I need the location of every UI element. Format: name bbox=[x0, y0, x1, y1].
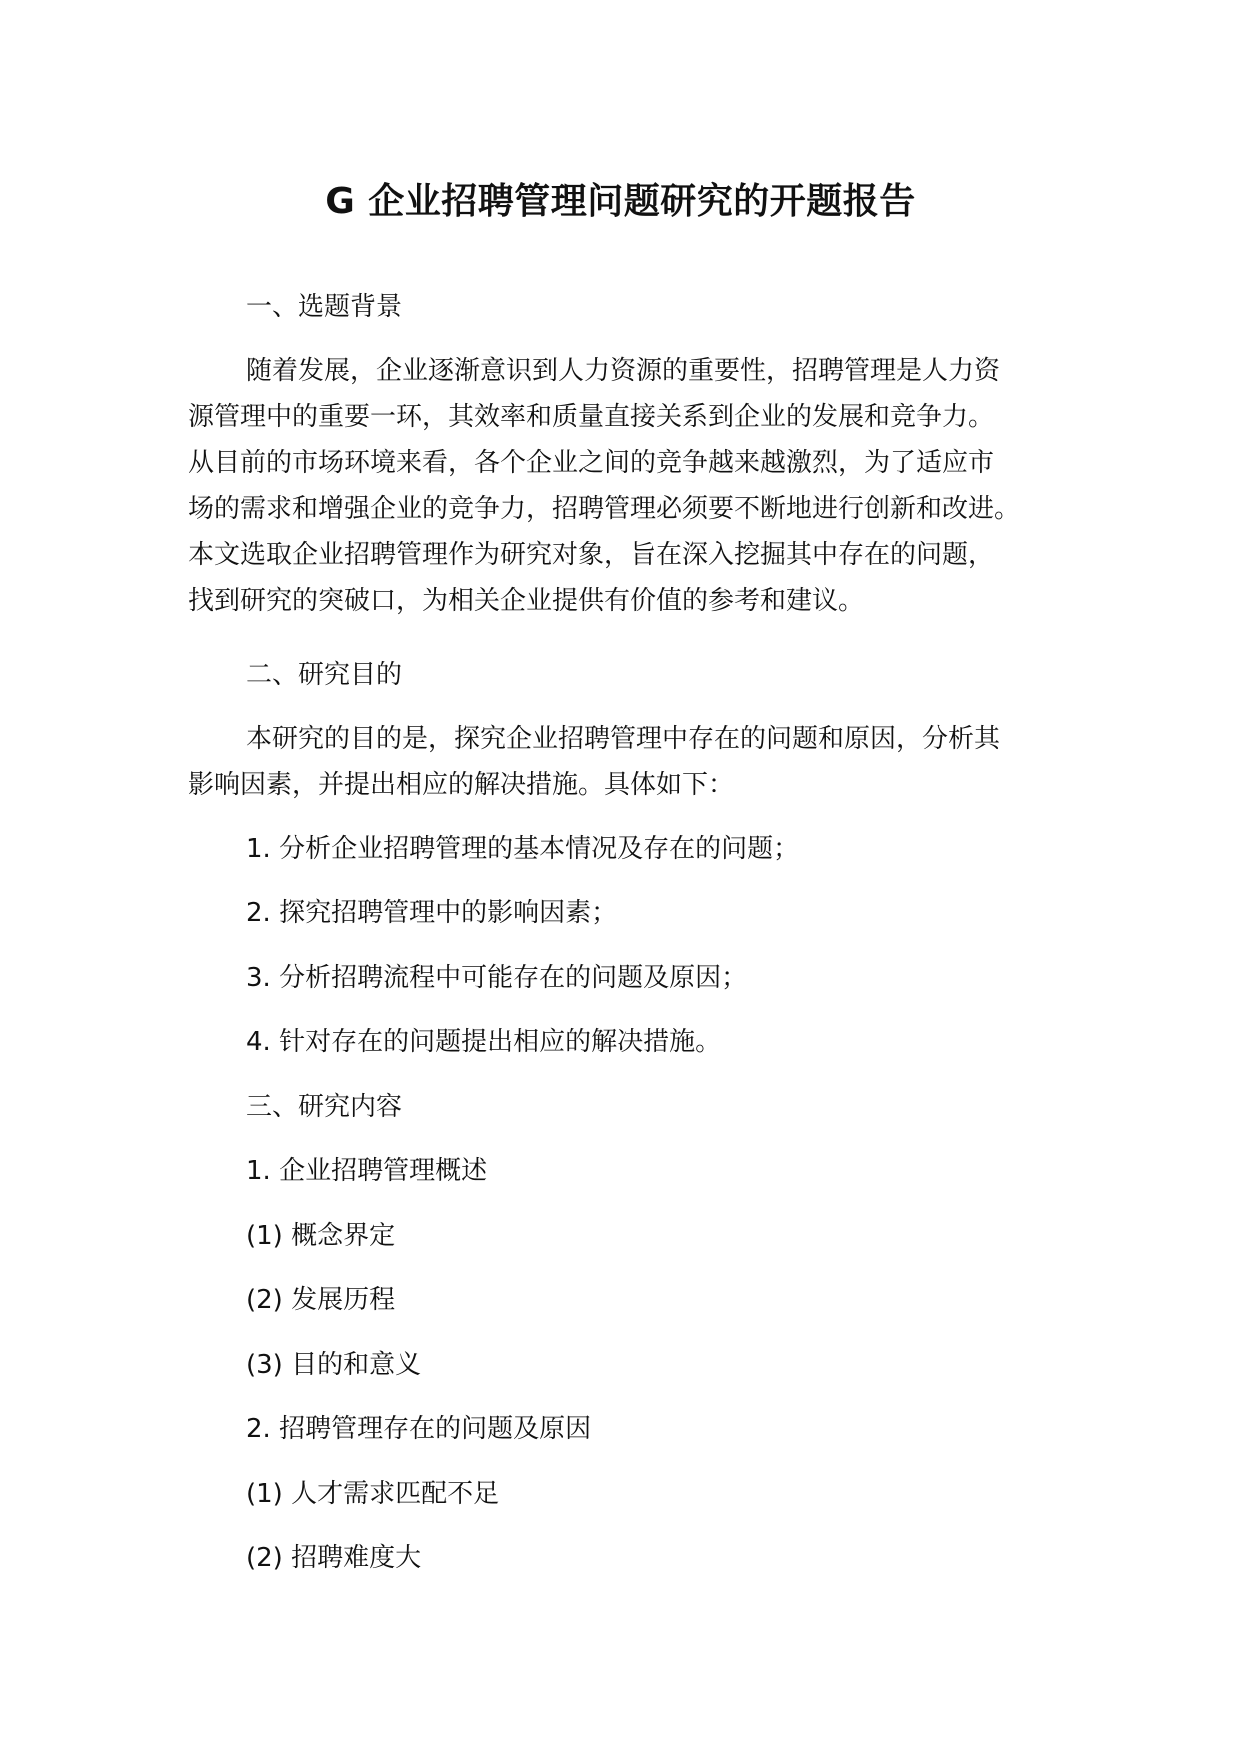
paragraph-line: 场的需求和增强企业的竞争力，招聘管理必须要不断地进行创新和改进。 bbox=[188, 494, 1021, 524]
content-list-item: 2. 招聘管理存在的问题及原因 bbox=[246, 1414, 592, 1444]
purpose-list-item: 4. 针对存在的问题提出相应的解决措施。 bbox=[246, 1027, 722, 1057]
content-list-item: 1. 企业招聘管理概述 bbox=[246, 1156, 488, 1186]
content-list-item: (1) 人才需求匹配不足 bbox=[246, 1479, 500, 1509]
paragraph-line: 本文选取企业招聘管理作为研究对象，旨在深入挖掘其中存在的问题， bbox=[188, 540, 995, 570]
purpose-list-item: 2. 探究招聘管理中的影响因素； bbox=[246, 898, 618, 928]
document-title: G 企业招聘管理问题研究的开题报告 bbox=[325, 181, 916, 222]
content-list-item: (3) 目的和意义 bbox=[246, 1350, 422, 1380]
paragraph-purpose bbox=[188, 716, 1088, 808]
paragraph-line: 随着发展，企业逐渐意识到人力资源的重要性，招聘管理是人力资 bbox=[246, 356, 1001, 386]
paragraph-line: 找到研究的突破口，为相关企业提供有价值的参考和建议。 bbox=[188, 586, 865, 616]
paragraph-line: 本研究的目的是，探究企业招聘管理中存在的问题和原因，分析其 bbox=[246, 724, 1001, 754]
purpose-list-item: 1. 分析企业招聘管理的基本情况及存在的问题； bbox=[246, 834, 800, 864]
content-list-item: (2) 招聘难度大 bbox=[246, 1543, 422, 1573]
section-heading-background: 一、选题背景 bbox=[246, 292, 403, 322]
content-list-item: (2) 发展历程 bbox=[246, 1285, 396, 1315]
paragraph-line: 从目前的市场环境来看，各个企业之间的竞争越来越激烈，为了适应市 bbox=[188, 448, 995, 478]
paragraph-line: 影响因素，并提出相应的解决措施。具体如下： bbox=[188, 770, 735, 800]
section-heading-purpose: 二、研究目的 bbox=[246, 660, 403, 690]
content-list-item: (1) 概念界定 bbox=[246, 1221, 396, 1251]
paragraph-background bbox=[188, 348, 1088, 624]
section-heading-content: 三、研究内容 bbox=[246, 1092, 403, 1122]
purpose-list-item: 3. 分析招聘流程中可能存在的问题及原因； bbox=[246, 963, 748, 993]
paragraph-line: 源管理中的重要一环，其效率和质量直接关系到企业的发展和竞争力。 bbox=[188, 402, 995, 432]
